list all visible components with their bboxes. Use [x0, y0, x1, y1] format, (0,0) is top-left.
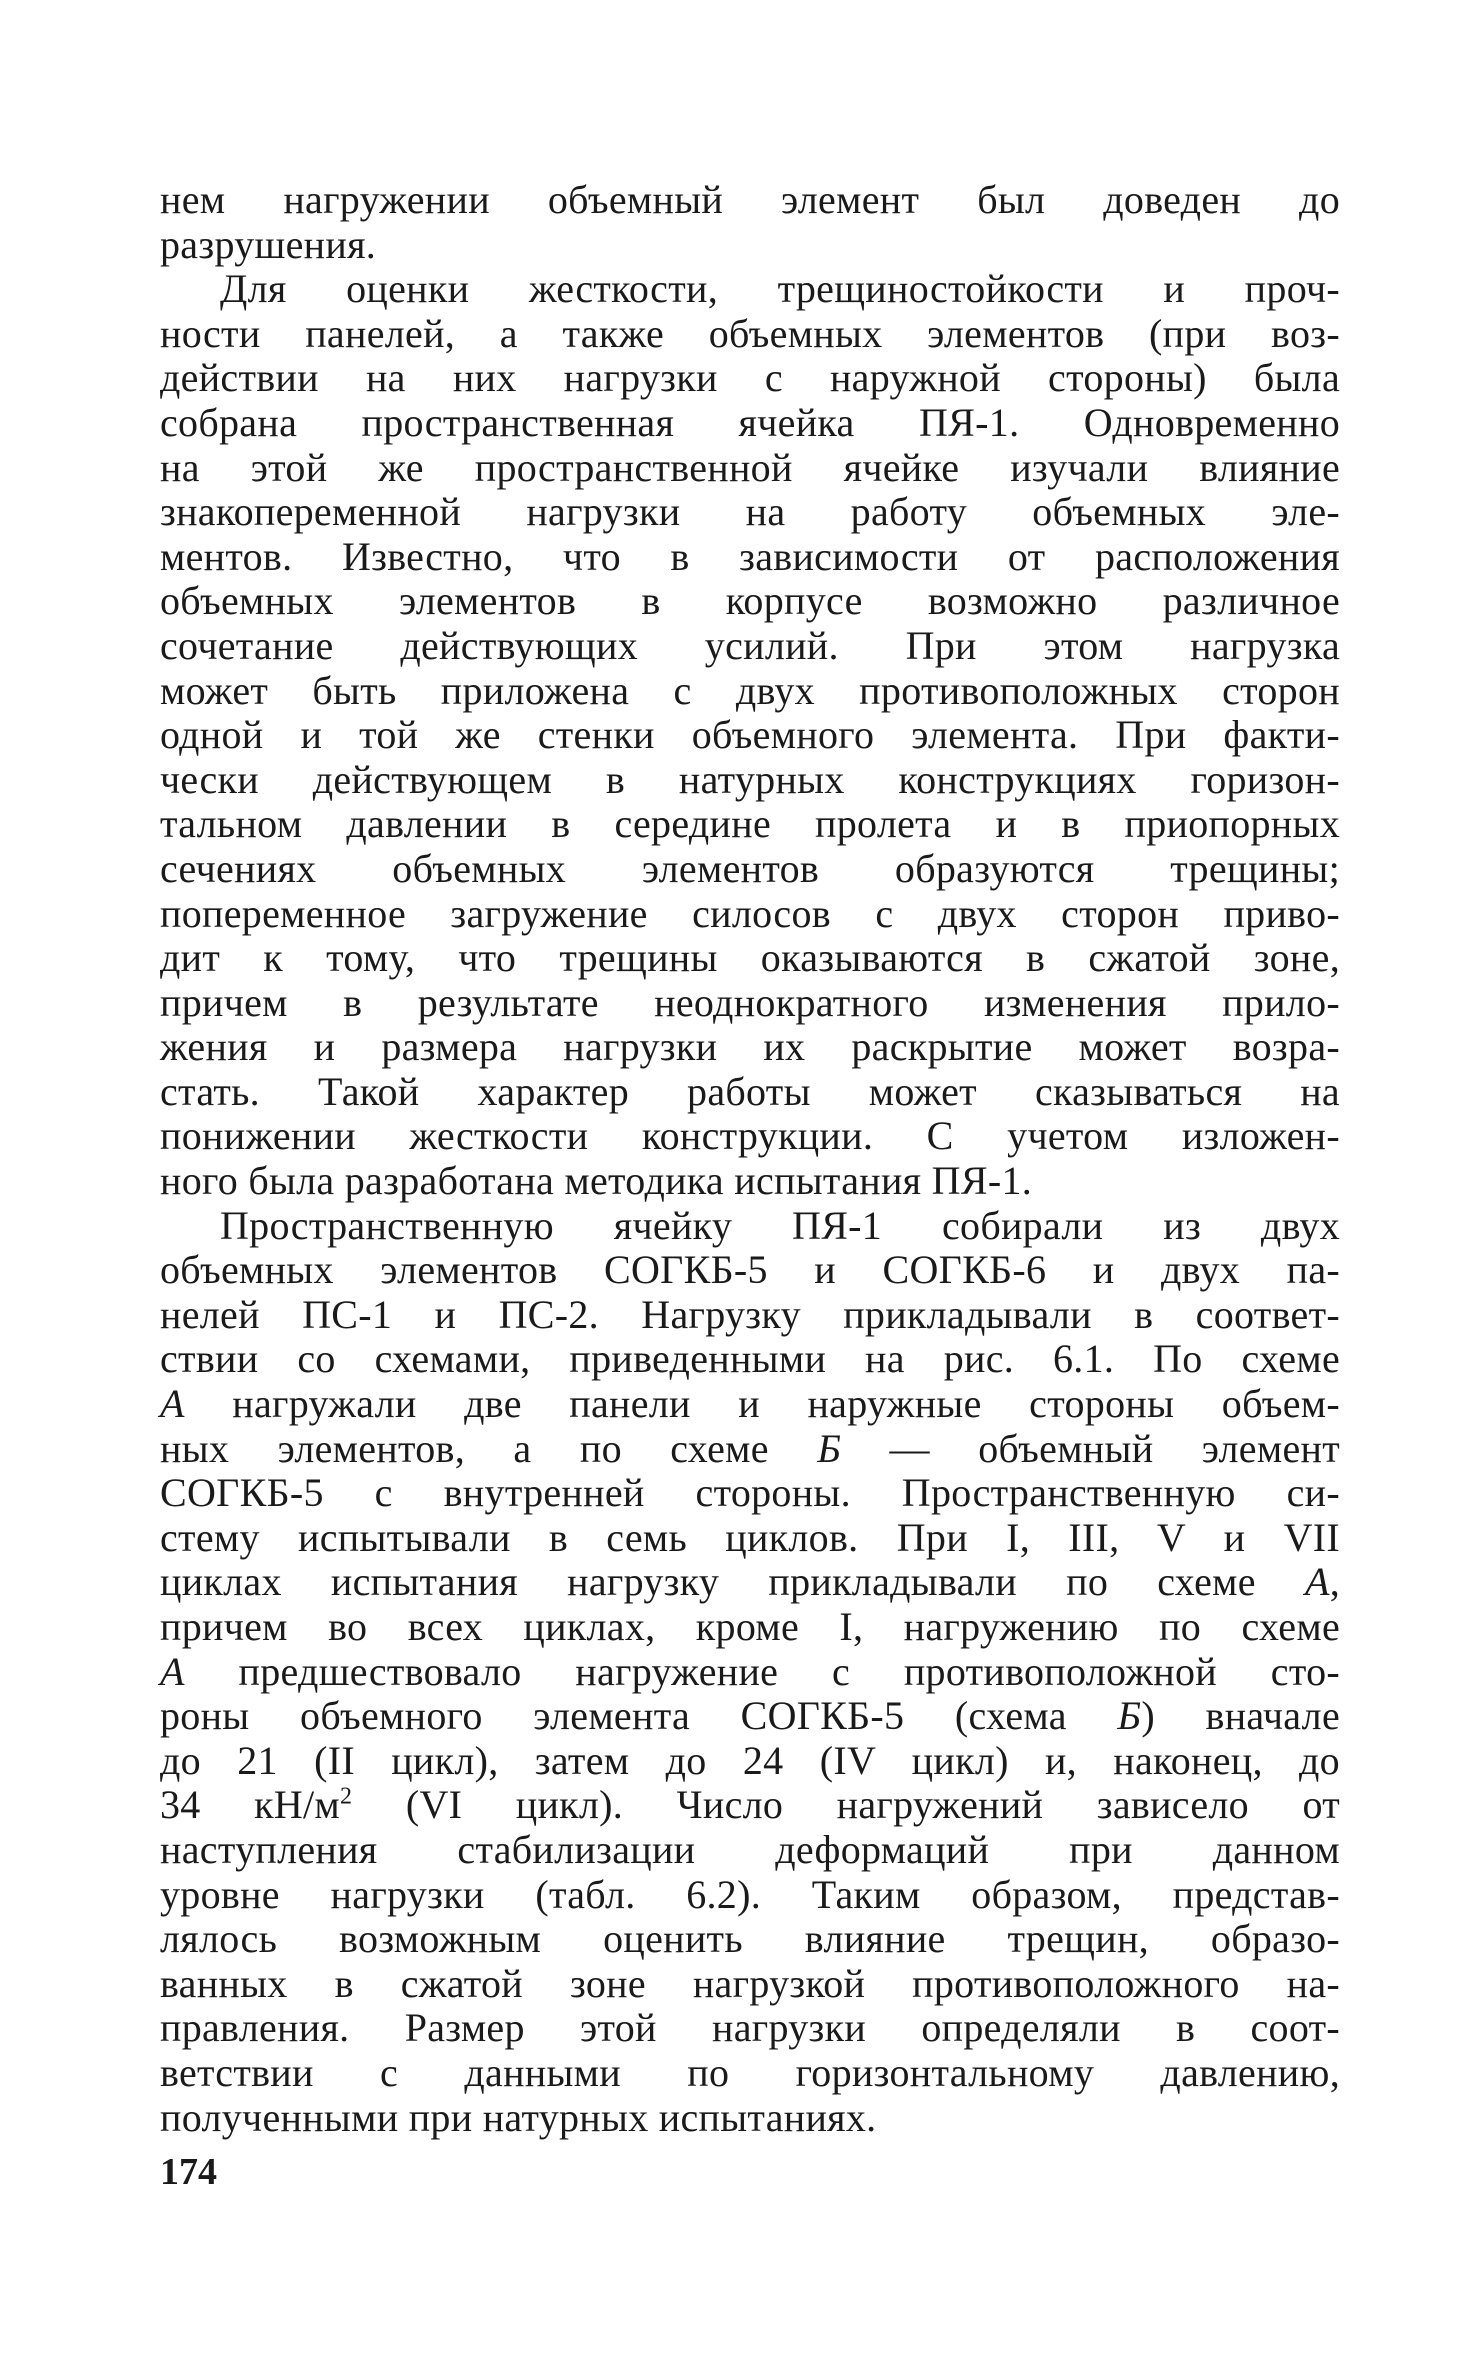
- page-number: 174: [160, 2151, 217, 2193]
- text-line: жения и размера нагрузки их раскрытие может возра-: [160, 1024, 1340, 1070]
- text-line: ствии со схемами, приведенными на рис. 6.1. По схеме: [160, 1336, 1340, 1382]
- text-line: полученными при натурных испытаниях.: [160, 2094, 877, 2140]
- text-line: ванных в сжатой зоне нагрузкой противоположного на-: [160, 1960, 1340, 2006]
- paragraph: [160, 267, 1340, 1203]
- text-line: наступления стабилизации деформаций при данном: [160, 1826, 1340, 1872]
- text-line: дит к тому, что трещины оказываются в сжатой зоне,: [160, 935, 1340, 981]
- text-line: на этой же пространственной ячейке изучали влияние: [160, 444, 1340, 490]
- text-line: сочетание действующих усилий. При этом нагрузка: [160, 622, 1340, 668]
- text-line: ности панелей, а также объемных элементов (при воз-: [160, 310, 1340, 356]
- text-line: чески действующем в натурных конструкциях горизон-: [160, 756, 1340, 802]
- text-line: А нагружали две панели и наружные стороны объем-: [160, 1381, 1340, 1427]
- text-line: нелей ПС-1 и ПС-2. Нагрузку прикладывали в соответ-: [160, 1291, 1340, 1337]
- text-line: причем в результате неоднократного изменения прило-: [160, 979, 1340, 1025]
- paragraph: [160, 178, 1340, 267]
- text-line: Пространственную ячейку ПЯ-1 собирали из двух: [220, 1202, 1340, 1248]
- text-line: может быть приложена с двух противоположных сторон: [160, 667, 1340, 713]
- text-line: Для оценки жесткости, трещиностойкости и проч-: [220, 266, 1340, 312]
- text-line: ветствии с данными по горизонтальному давлению,: [160, 2049, 1340, 2095]
- text-line: объемных элементов в корпусе возможно различное: [160, 578, 1340, 624]
- text-line: до 21 (II цикл), затем до 24 (IV цикл) и, наконец, до: [160, 1737, 1340, 1783]
- text-line: стать. Такой характер работы может сказываться на: [160, 1068, 1340, 1114]
- text-line: понижении жесткости конструкции. С учетом изложен-: [160, 1113, 1340, 1159]
- text-line: ных элементов, а по схеме Б — объемный элемент: [160, 1425, 1341, 1471]
- text-line: уровне нагрузки (табл. 6.2). Таким образом, представ-: [160, 1871, 1340, 1917]
- text-line: 34 $кН/м^2$ (VI цикл). Число нагружений зависело от: [160, 1782, 1340, 1828]
- text-line: одной и той же стенки объемного элемента. При факти-: [160, 712, 1340, 758]
- text-line: разрушения.: [160, 221, 377, 267]
- text-line: нем нагружении объемный элемент был доведен до: [160, 177, 1340, 222]
- text-line: действии на них нагрузки с наружной стороны) была: [160, 355, 1340, 401]
- text-line: роны объемного элемента СОГКБ-5 (схема Б) вначале: [160, 1693, 1340, 1739]
- paragraph: [160, 1204, 1340, 2140]
- text-line: собрана пространственная ячейка ПЯ-1. Одновременно: [160, 399, 1340, 445]
- text-line: стему испытывали в семь циклов. При I, III, V и VII: [160, 1514, 1340, 1560]
- text-line: А предшествовало нагружение с противоположной сто-: [160, 1648, 1340, 1694]
- text-line: попеременное загружение силосов с двух сторон приво-: [160, 890, 1340, 936]
- text-line: причем во всех циклах, кроме I, нагружению по схеме: [160, 1604, 1340, 1649]
- page-text: [160, 178, 1340, 2140]
- text-line: знакопеременной нагрузки на работу объемных эле-: [160, 489, 1340, 535]
- text-line: ментов. Известно, что в зависимости от расположения: [160, 533, 1340, 579]
- text-line: СОГКБ-5 с внутренней стороны. Пространственную си-: [160, 1470, 1340, 1516]
- text-line: циклах испытания нагрузку прикладывали по схеме А,: [160, 1559, 1340, 1605]
- text-line: объемных элементов СОГКБ-5 и СОГКБ-6 и двух па-: [160, 1247, 1340, 1293]
- text-line: сечениях объемных элементов образуются трещины;: [160, 845, 1340, 891]
- text-line: ного была разработана методика испытания ПЯ-1.: [160, 1158, 1033, 1204]
- text-line: тальном давлении в середине пролета и в приопорных: [160, 801, 1340, 847]
- text-line: лялось возможным оценить влияние трещин, образо-: [160, 1916, 1340, 1962]
- text-line: правления. Размер этой нагрузки определяли в соот-: [160, 2005, 1340, 2051]
